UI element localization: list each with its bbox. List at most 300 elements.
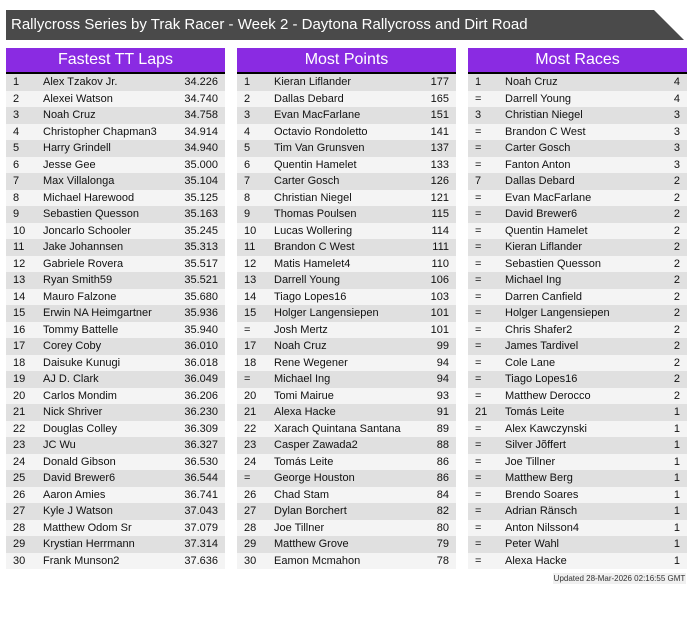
position-cell: 19 [6, 371, 39, 388]
value-cell: 35.245 [170, 223, 225, 240]
value-cell: 35.125 [170, 190, 225, 207]
position-cell: = [468, 470, 501, 487]
position-cell: 20 [6, 388, 39, 405]
driver-name-cell: Thomas Poulsen [270, 206, 401, 223]
driver-name-cell: Frank Munson2 [39, 553, 170, 570]
table-row [237, 157, 456, 174]
value-cell: 2 [632, 190, 687, 207]
driver-name-cell: Matis Hamelet4 [270, 256, 401, 273]
position-cell: 12 [6, 256, 39, 273]
table-row [237, 322, 456, 339]
position-cell: 24 [6, 454, 39, 471]
table-row [468, 371, 687, 388]
driver-name-cell: Tomi Mairue [270, 388, 401, 405]
value-cell: 37.043 [170, 503, 225, 520]
value-cell: 86 [401, 470, 456, 487]
position-cell: = [468, 553, 501, 570]
table-row [6, 388, 225, 405]
driver-name-cell: Mauro Falzone [39, 289, 170, 306]
position-cell: = [468, 388, 501, 405]
driver-name-cell: Tomás Leite [270, 454, 401, 471]
position-cell: = [468, 305, 501, 322]
position-cell: 29 [6, 536, 39, 553]
value-cell: 79 [401, 536, 456, 553]
position-cell: 29 [237, 536, 270, 553]
value-cell: 1 [632, 454, 687, 471]
driver-name-cell: Daisuke Kunugi [39, 355, 170, 372]
driver-name-cell: Jake Johannsen [39, 239, 170, 256]
value-cell: 1 [632, 421, 687, 438]
position-cell: = [468, 140, 501, 157]
driver-name-cell: Fanton Anton [501, 157, 632, 174]
table-row [6, 140, 225, 157]
table-row [237, 190, 456, 207]
value-cell: 34.740 [170, 91, 225, 108]
driver-name-cell: Carter Gosch [501, 140, 632, 157]
driver-name-cell: Harry Grindell [39, 140, 170, 157]
table-row [468, 173, 687, 190]
value-cell: 1 [632, 404, 687, 421]
value-cell: 35.000 [170, 157, 225, 174]
position-cell: = [237, 470, 270, 487]
position-cell: = [468, 487, 501, 504]
value-cell: 99 [401, 338, 456, 355]
driver-name-cell: George Houston [270, 470, 401, 487]
value-cell: 2 [632, 305, 687, 322]
value-cell: 35.104 [170, 173, 225, 190]
value-cell: 78 [401, 553, 456, 570]
value-cell: 2 [632, 355, 687, 372]
table-row [6, 223, 225, 240]
value-cell: 1 [632, 487, 687, 504]
driver-name-cell: JC Wu [39, 437, 170, 454]
position-cell: 26 [237, 487, 270, 504]
driver-name-cell: Brandon C West [270, 239, 401, 256]
value-cell: 34.940 [170, 140, 225, 157]
driver-name-cell: David Brewer6 [39, 470, 170, 487]
driver-name-cell: Corey Coby [39, 338, 170, 355]
value-cell: 3 [632, 107, 687, 124]
value-cell: 36.049 [170, 371, 225, 388]
position-cell: 27 [237, 503, 270, 520]
value-cell: 91 [401, 404, 456, 421]
table-row [6, 173, 225, 190]
position-cell: 13 [237, 272, 270, 289]
position-cell: = [468, 239, 501, 256]
table-row [6, 520, 225, 537]
driver-name-cell: Aaron Amies [39, 487, 170, 504]
driver-name-cell: Gabriele Rovera [39, 256, 170, 273]
value-cell: 2 [632, 338, 687, 355]
position-cell: = [468, 256, 501, 273]
table-row [468, 190, 687, 207]
table-row [468, 305, 687, 322]
value-cell: 1 [632, 437, 687, 454]
driver-name-cell: Alexa Hacke [501, 553, 632, 570]
table-row [237, 371, 456, 388]
position-cell: 17 [6, 338, 39, 355]
driver-name-cell: Joe Tillner [270, 520, 401, 537]
position-cell: 2 [6, 91, 39, 108]
table-row [468, 536, 687, 553]
position-cell: 9 [237, 206, 270, 223]
table-row [468, 487, 687, 504]
value-cell: 37.314 [170, 536, 225, 553]
value-cell: 35.680 [170, 289, 225, 306]
table-row [468, 454, 687, 471]
position-cell: = [237, 322, 270, 339]
driver-name-cell: Christopher Chapman3 [39, 124, 170, 141]
value-cell: 1 [632, 553, 687, 570]
value-cell: 89 [401, 421, 456, 438]
value-cell: 4 [632, 74, 687, 91]
value-cell: 2 [632, 223, 687, 240]
position-cell: 5 [6, 140, 39, 157]
table-row [6, 553, 225, 570]
driver-name-cell: Holger Langensiepen [270, 305, 401, 322]
table-row [237, 503, 456, 520]
value-cell: 121 [401, 190, 456, 207]
position-cell: 4 [6, 124, 39, 141]
table-row [237, 140, 456, 157]
position-cell: 11 [6, 239, 39, 256]
position-cell: = [468, 503, 501, 520]
driver-name-cell: Tiago Lopes16 [270, 289, 401, 306]
table-row [468, 272, 687, 289]
position-cell: = [468, 322, 501, 339]
driver-name-cell: Evan MacFarlane [270, 107, 401, 124]
most-points-heading: Most Points [237, 48, 456, 74]
driver-name-cell: Josh Mertz [270, 322, 401, 339]
position-cell: = [468, 536, 501, 553]
driver-name-cell: Erwin NA Heimgartner [39, 305, 170, 322]
position-cell: 1 [237, 74, 270, 91]
value-cell: 34.758 [170, 107, 225, 124]
table-row [468, 355, 687, 372]
table-row [468, 338, 687, 355]
table-row [6, 470, 225, 487]
driver-name-cell: Christian Niegel [270, 190, 401, 207]
table-row [6, 206, 225, 223]
position-cell: = [468, 371, 501, 388]
table-row [468, 421, 687, 438]
position-cell: 6 [237, 157, 270, 174]
driver-name-cell: Matthew Berg [501, 470, 632, 487]
driver-name-cell: AJ D. Clark [39, 371, 170, 388]
table-row [237, 239, 456, 256]
value-cell: 111 [401, 239, 456, 256]
value-cell: 1 [632, 470, 687, 487]
position-cell: 10 [6, 223, 39, 240]
position-cell: 4 [237, 124, 270, 141]
driver-name-cell: Alexei Watson [39, 91, 170, 108]
driver-name-cell: Eamon Mcmahon [270, 553, 401, 570]
table-row [6, 305, 225, 322]
driver-name-cell: Douglas Colley [39, 421, 170, 438]
driver-name-cell: Quentin Hamelet [270, 157, 401, 174]
value-cell: 94 [401, 355, 456, 372]
position-cell: = [468, 124, 501, 141]
table-row [468, 74, 687, 91]
value-cell: 36.309 [170, 421, 225, 438]
value-cell: 133 [401, 157, 456, 174]
position-cell: 13 [6, 272, 39, 289]
table-row [6, 107, 225, 124]
position-cell: 18 [6, 355, 39, 372]
position-cell: = [468, 190, 501, 207]
driver-name-cell: Donald Gibson [39, 454, 170, 471]
position-cell: 23 [237, 437, 270, 454]
table-row [468, 140, 687, 157]
driver-name-cell: Tomás Leite [501, 404, 632, 421]
value-cell: 94 [401, 371, 456, 388]
table-row [6, 322, 225, 339]
table-row [237, 437, 456, 454]
table-row [237, 454, 456, 471]
table-row [468, 256, 687, 273]
position-cell: 28 [6, 520, 39, 537]
driver-name-cell: Quentin Hamelet [501, 223, 632, 240]
table-row [237, 553, 456, 570]
driver-name-cell: Brendo Soares [501, 487, 632, 504]
value-cell: 3 [632, 157, 687, 174]
most-races-table [468, 74, 687, 569]
value-cell: 137 [401, 140, 456, 157]
driver-name-cell: Ryan Smith59 [39, 272, 170, 289]
table-row [6, 256, 225, 273]
driver-name-cell: Chad Stam [270, 487, 401, 504]
driver-name-cell: Holger Langensiepen [501, 305, 632, 322]
table-row [237, 520, 456, 537]
position-cell: 7 [237, 173, 270, 190]
value-cell: 3 [632, 124, 687, 141]
driver-name-cell: Cole Lane [501, 355, 632, 372]
position-cell: = [237, 371, 270, 388]
position-cell: 15 [6, 305, 39, 322]
table-row [6, 272, 225, 289]
value-cell: 36.230 [170, 404, 225, 421]
position-cell: 9 [6, 206, 39, 223]
value-cell: 4 [632, 91, 687, 108]
driver-name-cell: Noah Cruz [39, 107, 170, 124]
table-row [6, 91, 225, 108]
position-cell: 16 [6, 322, 39, 339]
value-cell: 36.544 [170, 470, 225, 487]
table-row [237, 256, 456, 273]
position-cell: 3 [6, 107, 39, 124]
position-cell: 24 [237, 454, 270, 471]
driver-name-cell: Krystian Herrmann [39, 536, 170, 553]
driver-name-cell: Sebastien Quesson [501, 256, 632, 273]
driver-name-cell: Casper Zawada2 [270, 437, 401, 454]
position-cell: 10 [237, 223, 270, 240]
driver-name-cell: Michael Ing [501, 272, 632, 289]
position-cell: 8 [6, 190, 39, 207]
position-cell: = [468, 520, 501, 537]
table-row [468, 503, 687, 520]
driver-name-cell: Adrian Ränsch [501, 503, 632, 520]
value-cell: 2 [632, 239, 687, 256]
position-cell: 30 [237, 553, 270, 570]
table-row [468, 388, 687, 405]
value-cell: 36.741 [170, 487, 225, 504]
position-cell: = [468, 289, 501, 306]
table-row [6, 503, 225, 520]
table-row [237, 355, 456, 372]
table-row [6, 338, 225, 355]
table-row [468, 239, 687, 256]
table-row [237, 536, 456, 553]
most-races-heading: Most Races [468, 48, 687, 74]
value-cell: 141 [401, 124, 456, 141]
position-cell: 28 [237, 520, 270, 537]
value-cell: 84 [401, 487, 456, 504]
fastest-laps-heading: Fastest TT Laps [6, 48, 225, 74]
driver-name-cell: Sebastien Quesson [39, 206, 170, 223]
value-cell: 88 [401, 437, 456, 454]
driver-name-cell: Darren Canfield [501, 289, 632, 306]
value-cell: 151 [401, 107, 456, 124]
position-cell: = [468, 454, 501, 471]
table-row [237, 388, 456, 405]
value-cell: 86 [401, 454, 456, 471]
value-cell: 2 [632, 289, 687, 306]
driver-name-cell: Kieran Liflander [270, 74, 401, 91]
table-row [237, 91, 456, 108]
driver-name-cell: Joncarlo Schooler [39, 223, 170, 240]
driver-name-cell: Max Villalonga [39, 173, 170, 190]
position-cell: 11 [237, 239, 270, 256]
table-row [237, 305, 456, 322]
table-row [237, 421, 456, 438]
position-cell: = [468, 437, 501, 454]
driver-name-cell: Lucas Wollering [270, 223, 401, 240]
driver-name-cell: Tommy Battelle [39, 322, 170, 339]
position-cell: 1 [468, 74, 501, 91]
driver-name-cell: Alexa Hacke [270, 404, 401, 421]
table-row [6, 421, 225, 438]
position-cell: 30 [6, 553, 39, 570]
driver-name-cell: Carter Gosch [270, 173, 401, 190]
driver-name-cell: Noah Cruz [501, 74, 632, 91]
driver-name-cell: Carlos Mondim [39, 388, 170, 405]
table-row [468, 520, 687, 537]
driver-name-cell: Darrell Young [501, 91, 632, 108]
table-row [6, 404, 225, 421]
driver-name-cell: Rene Wegener [270, 355, 401, 372]
driver-name-cell: James Tardivel [501, 338, 632, 355]
driver-name-cell: Nick Shriver [39, 404, 170, 421]
driver-name-cell: Tim Van Grunsven [270, 140, 401, 157]
most-points-table [237, 74, 456, 569]
table-row [468, 157, 687, 174]
table-row [6, 454, 225, 471]
table-row [468, 124, 687, 141]
driver-name-cell: David Brewer6 [501, 206, 632, 223]
position-cell: 20 [237, 388, 270, 405]
driver-name-cell: Michael Harewood [39, 190, 170, 207]
table-row [237, 107, 456, 124]
value-cell: 35.163 [170, 206, 225, 223]
driver-name-cell: Matthew Odom Sr [39, 520, 170, 537]
value-cell: 115 [401, 206, 456, 223]
value-cell: 2 [632, 206, 687, 223]
value-cell: 37.636 [170, 553, 225, 570]
table-row [468, 437, 687, 454]
value-cell: 2 [632, 272, 687, 289]
table-row [6, 157, 225, 174]
table-row [237, 338, 456, 355]
table-row [6, 536, 225, 553]
driver-name-cell: Evan MacFarlane [501, 190, 632, 207]
position-cell: = [468, 272, 501, 289]
driver-name-cell: Dylan Borchert [270, 503, 401, 520]
table-row [237, 470, 456, 487]
table-row [237, 124, 456, 141]
value-cell: 103 [401, 289, 456, 306]
driver-name-cell: Alex Tzakov Jr. [39, 74, 170, 91]
table-row [237, 289, 456, 306]
driver-name-cell: Darrell Young [270, 272, 401, 289]
position-cell: 14 [237, 289, 270, 306]
table-row [6, 239, 225, 256]
driver-name-cell: Alex Kawczynski [501, 421, 632, 438]
value-cell: 36.530 [170, 454, 225, 471]
value-cell: 34.226 [170, 74, 225, 91]
driver-name-cell: Brandon C West [501, 124, 632, 141]
fastest-laps-table [6, 74, 225, 569]
position-cell: = [468, 421, 501, 438]
position-cell: 8 [237, 190, 270, 207]
driver-name-cell: Matthew Grove [270, 536, 401, 553]
position-cell: 12 [237, 256, 270, 273]
table-row [237, 74, 456, 91]
value-cell: 2 [632, 388, 687, 405]
position-cell: 22 [237, 421, 270, 438]
value-cell: 101 [401, 322, 456, 339]
position-cell: = [468, 223, 501, 240]
position-cell: 5 [237, 140, 270, 157]
driver-name-cell: Dallas Debard [270, 91, 401, 108]
table-row [6, 371, 225, 388]
value-cell: 2 [632, 371, 687, 388]
value-cell: 35.940 [170, 322, 225, 339]
value-cell: 1 [632, 520, 687, 537]
value-cell: 1 [632, 503, 687, 520]
value-cell: 106 [401, 272, 456, 289]
value-cell: 1 [632, 536, 687, 553]
table-row [6, 355, 225, 372]
value-cell: 34.914 [170, 124, 225, 141]
position-cell: 1 [6, 74, 39, 91]
fastest-laps-panel [6, 48, 225, 569]
most-races-panel [468, 48, 687, 569]
table-row [237, 223, 456, 240]
position-cell: 21 [6, 404, 39, 421]
value-cell: 126 [401, 173, 456, 190]
driver-name-cell: Silver Jõffert [501, 437, 632, 454]
driver-name-cell: Xarach Quintana Santana [270, 421, 401, 438]
table-row [237, 404, 456, 421]
table-row [237, 173, 456, 190]
position-cell: 3 [237, 107, 270, 124]
position-cell: 7 [468, 173, 501, 190]
table-row [468, 470, 687, 487]
driver-name-cell: Tiago Lopes16 [501, 371, 632, 388]
driver-name-cell: Jesse Gee [39, 157, 170, 174]
value-cell: 93 [401, 388, 456, 405]
table-row [6, 124, 225, 141]
